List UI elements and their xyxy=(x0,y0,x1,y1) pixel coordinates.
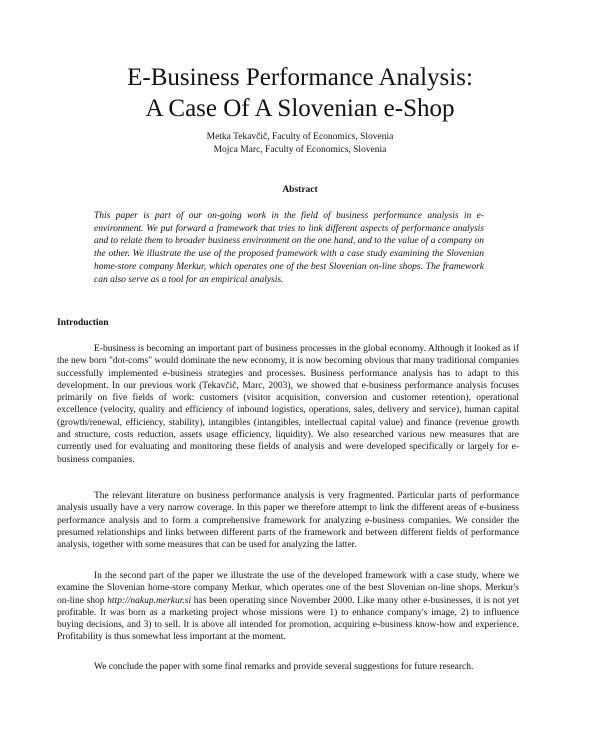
intro-paragraph-4: We conclude the paper with some final remarks and provide several suggestions for future research. xyxy=(94,662,474,672)
abstract-heading: Abstract xyxy=(282,185,318,195)
title-line-2: A Case Of A Slovenian e-Shop xyxy=(145,95,455,122)
paragraph-3-part-b: has been operating since November 2000. Like many other e-businesses, it is not yet profitable. It was born as a marketing project whose missions were 1) to enhance company's image, 2) to influence buying decisions, and 3) to sell. It is above all intended for promotion, acquiring e-business know-how and experience. Profitability is thus somewhat less important at the moment. xyxy=(57,595,519,643)
intro-paragraph-3 xyxy=(57,570,519,644)
introduction-heading: Introduction xyxy=(57,318,109,328)
paragraph-3-part-a: In the second part of the paper we illustrate the use of the developed framework with a case study, where we examine the Slovenian home-store company Merkur, which operates one of the best Slovenian on-line shops. Merkur's on-line shop xyxy=(57,571,519,606)
intro-paragraph-1: E-business is becoming an important part of business processes in the global economy. Although it looked as if the new born "dot-coms" would dominate the new economy, it is now becoming obvious that many traditional companies successfully implemented e-business strategies and processes. Business performance analysis has to adapt to this development. In our previous work (Tekavčič, Marc, 2003), we showed that e-business performance analysis focuses primarily on five fields of work: customers (visitor acquisition, conversion and customer retention), operational excellence (velocity, quality and efficiency of inbound logistics, operations, sales, delivery and service), human capital (growth/renewal, efficiency, stability), intangibles (intangibles, intellectual capital value) and finance (revenue growth and structure, costs reduction, assets usage efficiency, liquidity). We also researched various new measures that are currently used for evaluating and monitoring these fields of analysis and were developed specifically or largely for e-business companies. xyxy=(57,344,519,465)
authors xyxy=(40,131,560,157)
author-1: Metka Tekavčič, Faculty of Economics, Slovenia xyxy=(206,132,394,142)
title-line-1: E-Business Performance Analysis: xyxy=(127,64,473,91)
document-title xyxy=(40,62,560,124)
merkur-shop-url: http://nakup.merkur.si xyxy=(107,595,192,606)
abstract-text: This paper is part of our on-going work in the field of business performance analysis in e-environment. We put forward a framework that tries to link different aspects of performance analysis and to relate them to broader business environment on the one hand, and to the value of a company on the other. We illustrate the use of the proposed framework with a case study examining the Slovenian home-store company Merkur, which operates one of the best Slovenian on-line shops. The framework can also serve as a tool for an empirical analysis. xyxy=(94,211,484,285)
intro-paragraph-2: The relevant literature on business performance analysis is very fragmented. Particular parts of performance analysis usually have a very narrow coverage. In this paper we therefore attempt to link the different areas of e-business performance analysis and to form a comprehensive framework for analyzing e-business companies. We consider the presumed relationships and links between different parts of the framework and between different fields of performance analysis, together with some measures that can be used for analyzing the latter. xyxy=(57,491,519,551)
author-2: Mojca Marc, Faculty of Economics, Slovenia xyxy=(213,145,387,155)
